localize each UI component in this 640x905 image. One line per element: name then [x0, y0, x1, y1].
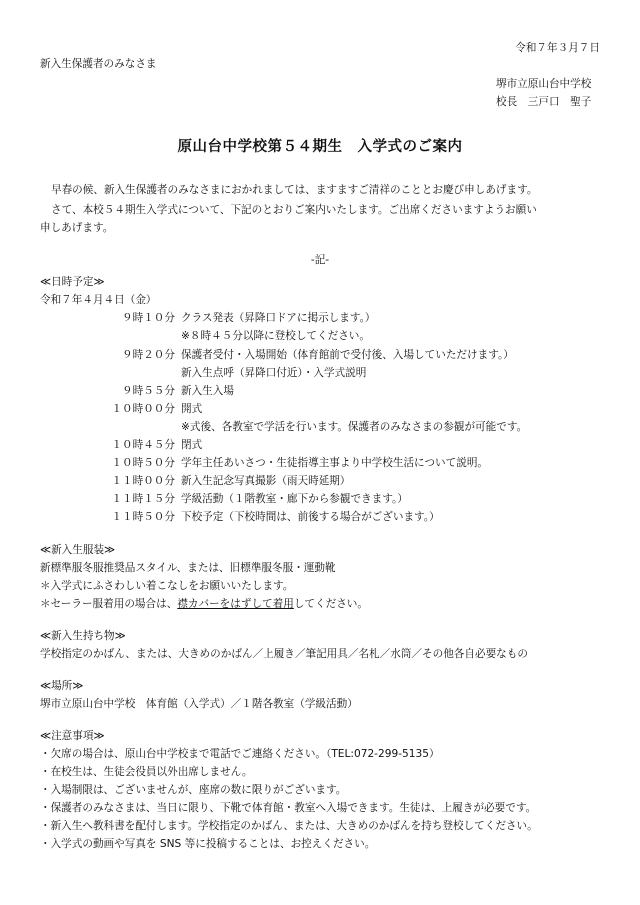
schedule-item: クラス発表（昇降口ドアに掲示します。）: [181, 312, 376, 324]
sender-school: 堺市立原山台中学校: [496, 78, 592, 90]
notes-item: ・在校生は、生徒会役員以外出席しません。: [40, 766, 253, 778]
uniform-line: ＊入学式にふさわしい着こなしをお願いいたします。: [40, 580, 294, 592]
schedule-item: 学年主任あいさつ・生徒指導主事より中学校生活について説明。: [181, 457, 489, 469]
schedule-time: １１時１５分: [111, 493, 175, 505]
schedule-time: １０時４５分: [111, 439, 175, 451]
schedule-item: 学級活動（１階教室・廊下から参観できます。）: [181, 493, 408, 505]
greeting-line-2: さて、本校５４期生入学式について、下記のとおりご案内いたします。ご出席くださいますようお願い: [51, 204, 537, 216]
schedule-item: ※式後、各教室で学活を行います。保護者のみなさまの参観が可能です。: [181, 421, 528, 433]
uniform-heading: ≪新入生服装≫: [40, 544, 116, 556]
schedule-time: １１時００分: [111, 475, 175, 487]
notes-heading: ≪注意事項≫: [40, 730, 105, 742]
notes-item: ・新入生へ教科書を配付します。学校指定のかばん、または、大きめのかばんを持ち登校してください。: [40, 820, 538, 832]
schedule-time: ９時２０分: [122, 349, 175, 361]
sender-principal: 校長 三戸口 聖子: [496, 96, 592, 108]
place-heading: ≪場所≫: [40, 680, 84, 692]
schedule-time: １０時５０分: [111, 457, 175, 469]
uniform-line: 新標準服冬服推奨品スタイル、または、旧標準服冬服・運動靴: [40, 562, 336, 574]
schedule-time: ９時５５分: [122, 385, 175, 397]
notes-item: ・入学式の動画や写真を SNS 等に投稿することは、お控えください。: [40, 838, 376, 850]
page-title: 原山台中学校第５４期生 入学式のご案内: [177, 139, 463, 155]
schedule-time: １１時５０分: [111, 511, 175, 523]
notes-item: ・入場制限は、ございませんが、座席の数に限りがございます。: [40, 784, 347, 796]
schedule-item: 閉式: [181, 439, 203, 451]
place-text: 堺市立原山台中学校 体育館（入学式）／１階各教室（学級活動）: [40, 698, 358, 710]
schedule-item: 保護者受付・入場開始（体育館前で受付後、入場していただけます。）: [181, 349, 514, 361]
collar-cover-emphasis: 襟カバーをはずして着用: [177, 598, 294, 610]
notes-item: ・欠席の場合は、原山台中学校まで電話でご連絡ください。（TEL:072-299-5135）: [40, 748, 440, 760]
schedule-item: 新入生点呼（昇降口付近）・入学式説明: [181, 367, 367, 379]
ki-marker: -記-: [310, 254, 330, 266]
schedule-item: 新入生記念写真撮影（雨天時延期）: [181, 475, 351, 487]
schedule-heading: ≪日時予定≫: [40, 276, 105, 288]
schedule-item: 新入生入場: [181, 385, 234, 397]
notes-item: ・保護者のみなさまは、当日に限り、下靴で体育館・教室へ入場できます。生徒は、上履きが必要です。: [40, 802, 537, 814]
uniform-line-suffix: してください。: [293, 598, 368, 610]
schedule-item: ※８時４５分以降に登校してください。: [181, 330, 370, 342]
schedule-date: 令和７年４月４日（金）: [40, 294, 157, 306]
schedule-time: １０時００分: [111, 403, 175, 415]
uniform-line: [40, 599, 368, 610]
belongings-text: 学校指定のかばん、または、大きめのかばん／上履き／筆記用具／名札／水筒／その他各自必要なもの: [40, 648, 528, 660]
document-date: 令和７年３月７日: [515, 42, 600, 54]
schedule-item: 下校予定（下校時間は、前後する場合がございます。）: [181, 511, 440, 523]
schedule-time: ９時１０分: [122, 312, 175, 324]
uniform-line-prefix: ＊セーラー服着用の場合は、: [40, 598, 178, 610]
greeting-line-3: 申しあげます。: [40, 222, 114, 234]
greeting-line-1: 早春の候、新入生保護者のみなさまにおかれましては、ますますご清祥のこととお慶び申しあげます。: [51, 184, 538, 196]
belongings-heading: ≪新入生持ち物≫: [40, 630, 126, 642]
schedule-item: 開式: [181, 403, 203, 415]
addressee: 新入生保護者のみなさま: [40, 58, 157, 70]
